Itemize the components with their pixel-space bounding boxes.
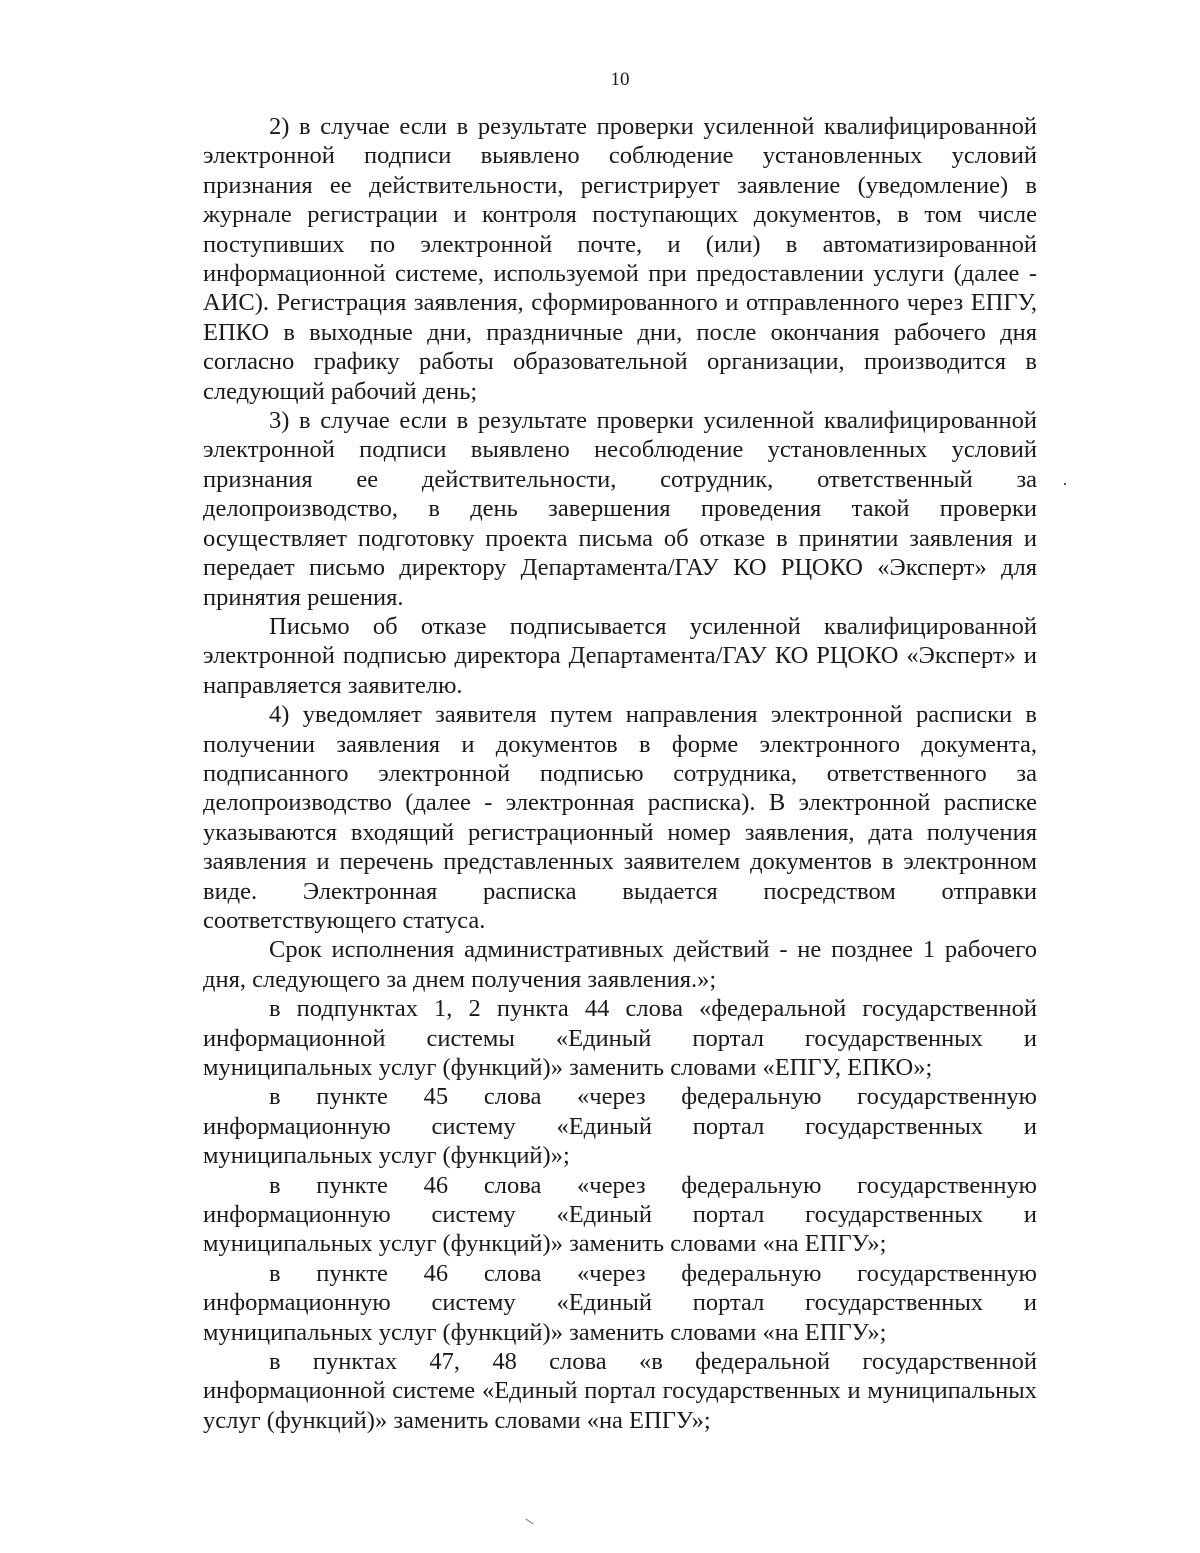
document-body (203, 112, 1037, 1435)
paragraph-refusal-letter: Письмо об отказе подписывается усиленной квалифицированной электронной подписью директора Департамента/ГАУ КО РЦОКО «Эксперт» и направляется заявителю. (203, 612, 1037, 699)
scan-speck (1064, 483, 1066, 485)
paragraph-item-2: 2) в случае если в результате проверки усиленной квалифицированной электронной подписи выявлено соблюдение установленных условий признания ее действительности, регистрирует заявление (уведомление) в журнале регистрации и контроля поступающих документов, в том числе поступивших по электронной почте, и (или) в автоматизированной информационной системе, используемой при предоставлении услуги (далее - АИС). Регистрация заявления, сформированного и отправленного через ЕПГУ, ЕПКО в выходные дни, праздничные дни, после окончания рабочего дня согласно графику работы образовательной организации, производится в следующий рабочий день; (203, 113, 1037, 405)
paragraph-point-46-a: в пункте 46 слова «через федеральную государственную информационную систему «Единый портал государственных и муниципальных услуг (функций)» заменить словами «на ЕПГУ»; (203, 1171, 1037, 1258)
scan-speck (526, 1519, 534, 1525)
paragraph-point-45: в пункте 45 слова «через федеральную государственную информационную систему «Единый портал государственных и муниципальных услуг (функций)»; (203, 1083, 1037, 1170)
paragraph-deadline: Срок исполнения административных действий - не позднее 1 рабочего дня, следующего за днем получения заявления.»; (203, 936, 1037, 993)
paragraph-item-3: 3) в случае если в результате проверки усиленной квалифицированной электронной подписи выявлено несоблюдение установленных условий признания ее действительности, сотрудник, ответственный за делопроизводство, в день завершения проведения такой проверки осуществляет подготовку проекта письма об отказе в принятии заявления и передает письмо директору Департамента/ГАУ КО РЦОКО «Эксперт» для принятия решения. (203, 407, 1037, 611)
paragraph-points-47-48: в пунктах 47, 48 слова «в федеральной государственной информационной системе «Единый портал государственных и муниципальных услуг (функций)» заменить словами «на ЕПГУ»; (203, 1348, 1037, 1434)
paragraph-point-44: в подпунктах 1, 2 пункта 44 слова «федеральной государственной информационной системы «Единый портал государственных и муниципальных услуг (функций)» заменить словами «ЕПГУ, ЕПКО»; (203, 995, 1037, 1081)
page-number: 10 (610, 69, 630, 90)
paragraph-point-46-b: в пункте 46 слова «через федеральную государственную информационную систему «Единый портал государственных и муниципальных услуг (функций)» заменить словами «на ЕПГУ»; (203, 1259, 1037, 1346)
paragraph-item-4: 4) уведомляет заявителя путем направления электронной расписки в получении заявления и документов в форме электронного документа, подписанного электронной подписью сотрудника, ответственного за делопроизводство (далее - электронная расписка). В электронной расписке указываются входящий регистрационный номер заявления, дата получения заявления и перечень представленных заявителем документов в электронном виде. Электронная расписка выдается посредством отправки соответствующего статуса. (203, 701, 1037, 934)
